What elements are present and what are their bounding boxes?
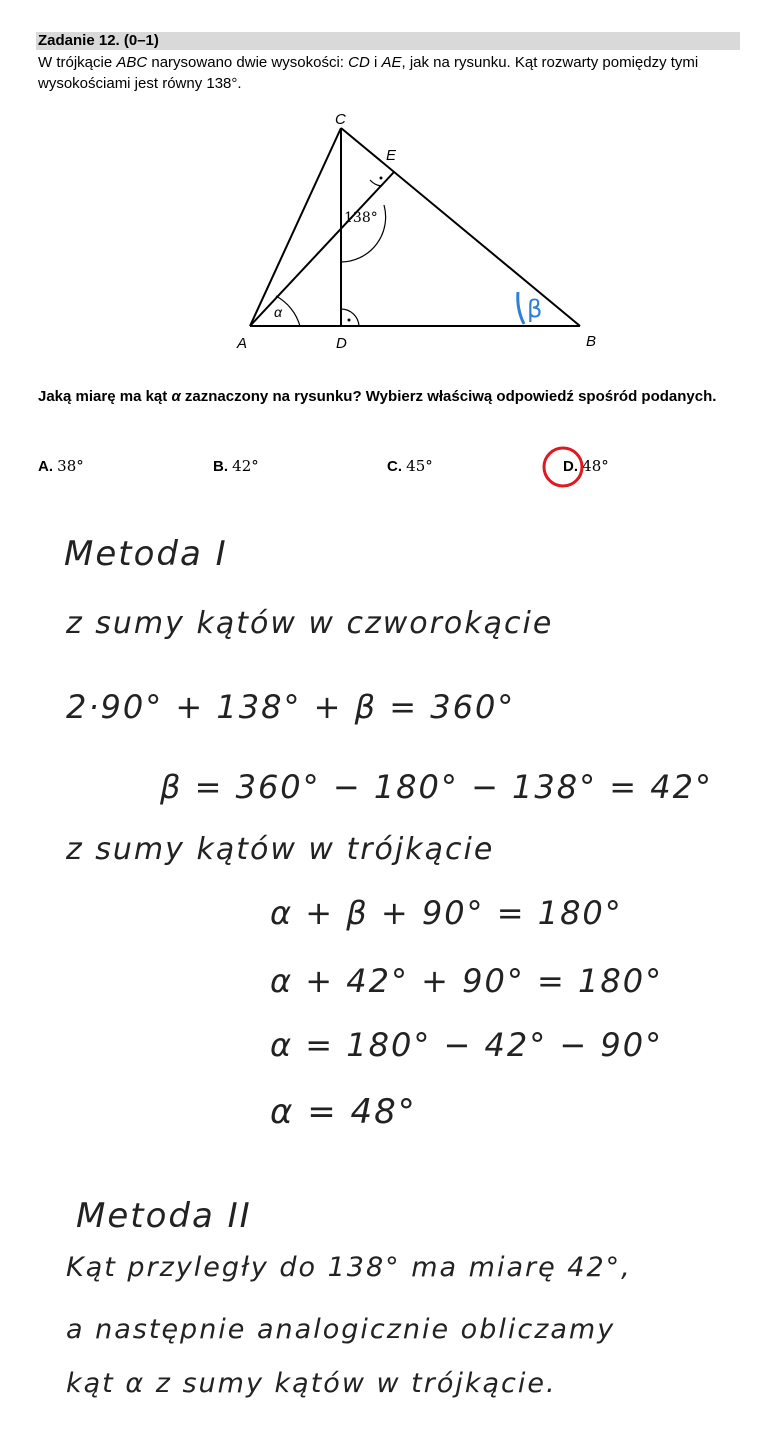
answer-b[interactable]: B. 42°: [213, 457, 259, 475]
method-2-title: Metoda II: [76, 1196, 252, 1236]
right-angle-d-dot: [348, 319, 351, 322]
method-1-eq-6: α = 48°: [270, 1092, 417, 1132]
method-2-line-3: kąt α z sumy kątów w trójkącie.: [66, 1368, 557, 1399]
answer-d[interactable]: D. 48°: [563, 457, 609, 475]
method-1-line-2: z sumy kątów w trójkącie: [66, 832, 495, 867]
beta-arc: [518, 292, 524, 324]
answer-c[interactable]: C. 45°: [387, 457, 433, 475]
method-1-title: Metoda I: [64, 534, 228, 574]
method-2-line-1: Kąt przyległy do 138° ma miarę 42°,: [66, 1252, 632, 1283]
right-angle-e-dot: [380, 177, 383, 180]
method-1-line-1: z sumy kątów w czworokącie: [66, 606, 554, 641]
label-c: C: [335, 111, 346, 128]
triangle-figure: [0, 0, 777, 380]
method-1-eq-4: α + 42° + 90° = 180°: [270, 962, 664, 1000]
label-e: E: [386, 147, 397, 164]
selected-answer-circle: [541, 445, 585, 489]
task-title: Zadanie 12. (0–1): [38, 32, 159, 49]
right-angle-d-arc: [341, 309, 359, 326]
label-b: B: [586, 333, 597, 350]
answer-options: [0, 456, 777, 480]
task-intro: W trójkącie ABC narysowano dwie wysokości: CD i AE, jak na rysunku. Kąt rozwarty pomiędzy tymi wysokościami jest równy 138°.: [38, 54, 699, 92]
label-a: A: [237, 335, 248, 352]
method-1-eq-1: 2·90° + 138° + β = 360°: [66, 688, 516, 726]
side-ac: [250, 128, 341, 326]
answer-a[interactable]: A. 38°: [38, 457, 84, 475]
method-2-line-2: a następnie analogicznie obliczamy: [66, 1314, 616, 1345]
method-1-eq-5: α = 180° − 42° − 90°: [270, 1026, 664, 1064]
label-138: 138°: [344, 210, 378, 226]
side-bc: [341, 128, 580, 326]
method-1-eq-3: α + β + 90° = 180°: [270, 894, 623, 932]
right-angle-e-arc: [370, 180, 381, 186]
method-1-eq-2: β = 360° − 180° − 138° = 42°: [160, 768, 713, 806]
label-alpha: α: [274, 304, 282, 320]
question-text: Jaką miarę ma kąt α zaznaczony na rysunku? Wybierz właściwą odpowiedź spośród podanych.: [38, 388, 717, 405]
label-beta: β: [527, 295, 543, 323]
label-d: D: [336, 335, 347, 352]
